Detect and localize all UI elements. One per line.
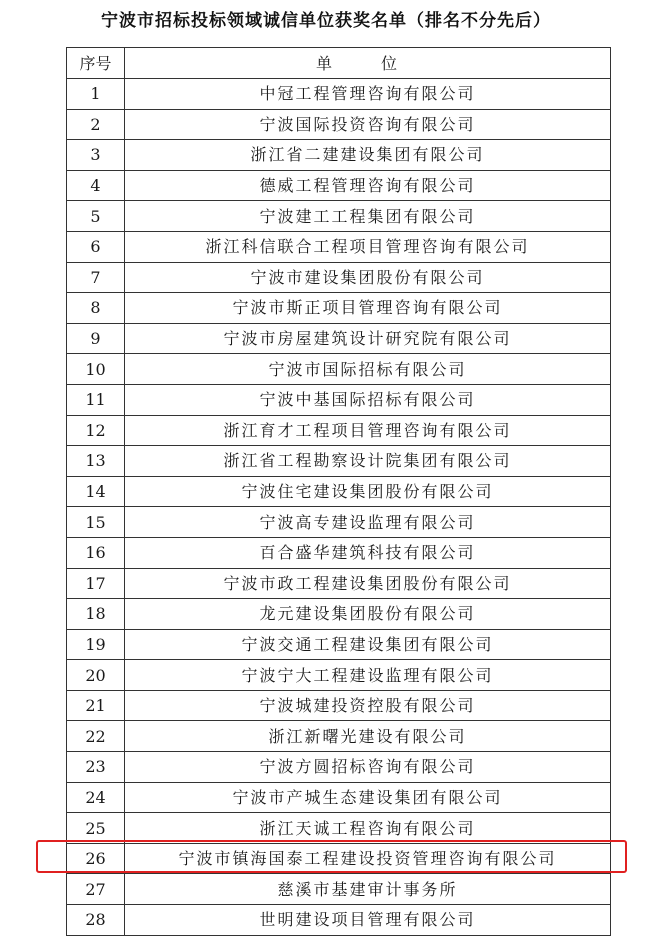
unit-name: 宁波市产城生态建设集团有限公司 [125,782,611,813]
table-row [67,782,611,813]
row-number: 6 [67,231,125,262]
unit-name: 宁波市镇海国泰工程建设投资管理咨询有限公司 [125,843,611,874]
row-number: 25 [67,813,125,844]
unit-name: 龙元建设集团股份有限公司 [125,599,611,630]
unit-name: 德威工程管理咨询有限公司 [125,170,611,201]
unit-name: 宁波市国际招标有限公司 [125,354,611,385]
row-number: 10 [67,354,125,385]
row-number: 19 [67,629,125,660]
unit-name: 宁波市斯正项目管理咨询有限公司 [125,293,611,324]
unit-name: 宁波交通工程建设集团有限公司 [125,629,611,660]
table-row [67,140,611,171]
unit-name: 宁波宁大工程建设监理有限公司 [125,660,611,691]
row-number: 5 [67,201,125,232]
table-row-highlighted [67,843,611,874]
unit-name: 宁波城建投资控股有限公司 [125,690,611,721]
row-number: 7 [67,262,125,293]
row-number: 27 [67,874,125,905]
row-number: 21 [67,690,125,721]
table-row [67,262,611,293]
unit-name: 宁波高专建设监理有限公司 [125,507,611,538]
table-row [67,231,611,262]
row-number: 12 [67,415,125,446]
table-row [67,721,611,752]
header-unit: 单 位 [125,48,611,79]
row-number: 8 [67,293,125,324]
row-number: 23 [67,752,125,783]
unit-name: 慈溪市基建审计事务所 [125,874,611,905]
table-row [67,537,611,568]
row-number: 14 [67,476,125,507]
row-number: 13 [67,446,125,477]
row-number: 11 [67,384,125,415]
table-row [67,568,611,599]
table-row [67,599,611,630]
unit-name: 浙江新曙光建设有限公司 [125,721,611,752]
unit-name: 浙江天诚工程咨询有限公司 [125,813,611,844]
row-number: 16 [67,537,125,568]
unit-name: 宁波住宅建设集团股份有限公司 [125,476,611,507]
row-number: 9 [67,323,125,354]
table-row [67,905,611,936]
table-row [67,201,611,232]
row-number: 3 [67,140,125,171]
row-number: 18 [67,599,125,630]
table-row [67,476,611,507]
unit-name: 世明建设项目管理有限公司 [125,905,611,936]
table-row [67,79,611,110]
unit-name: 浙江科信联合工程项目管理咨询有限公司 [125,231,611,262]
unit-name: 宁波方圆招标咨询有限公司 [125,752,611,783]
table-header-row [67,48,611,79]
row-number: 15 [67,507,125,538]
unit-name: 百合盛华建筑科技有限公司 [125,537,611,568]
table-row [67,323,611,354]
row-number: 2 [67,109,125,140]
row-number: 24 [67,782,125,813]
table-row [67,293,611,324]
table-row [67,384,611,415]
row-number: 17 [67,568,125,599]
unit-name: 浙江省二建建设集团有限公司 [125,140,611,171]
award-list-table [66,47,611,936]
header-no: 序号 [67,48,125,79]
table-row [67,629,611,660]
unit-name: 宁波市房屋建筑设计研究院有限公司 [125,323,611,354]
table-row [67,446,611,477]
unit-name: 浙江省工程勘察设计院集团有限公司 [125,446,611,477]
table-row [67,170,611,201]
row-number: 28 [67,905,125,936]
table-row [67,752,611,783]
row-number: 22 [67,721,125,752]
table-row [67,415,611,446]
table-row [67,507,611,538]
unit-name: 宁波建工工程集团有限公司 [125,201,611,232]
unit-name: 宁波国际投资咨询有限公司 [125,109,611,140]
table-row [67,813,611,844]
table-row [67,690,611,721]
unit-name: 宁波中基国际招标有限公司 [125,384,611,415]
unit-name: 浙江育才工程项目管理咨询有限公司 [125,415,611,446]
row-number: 20 [67,660,125,691]
unit-name: 宁波市建设集团股份有限公司 [125,262,611,293]
table-row [67,354,611,385]
table-row [67,660,611,691]
row-number: 4 [67,170,125,201]
page-title: 宁波市招标投标领域诚信单位获奖名单（排名不分先后） [101,11,551,31]
row-number: 1 [67,79,125,110]
table-body [67,79,611,936]
row-number: 26 [67,843,125,874]
table-row [67,874,611,905]
unit-name: 中冠工程管理咨询有限公司 [125,79,611,110]
table-row [67,109,611,140]
unit-name: 宁波市政工程建设集团股份有限公司 [125,568,611,599]
